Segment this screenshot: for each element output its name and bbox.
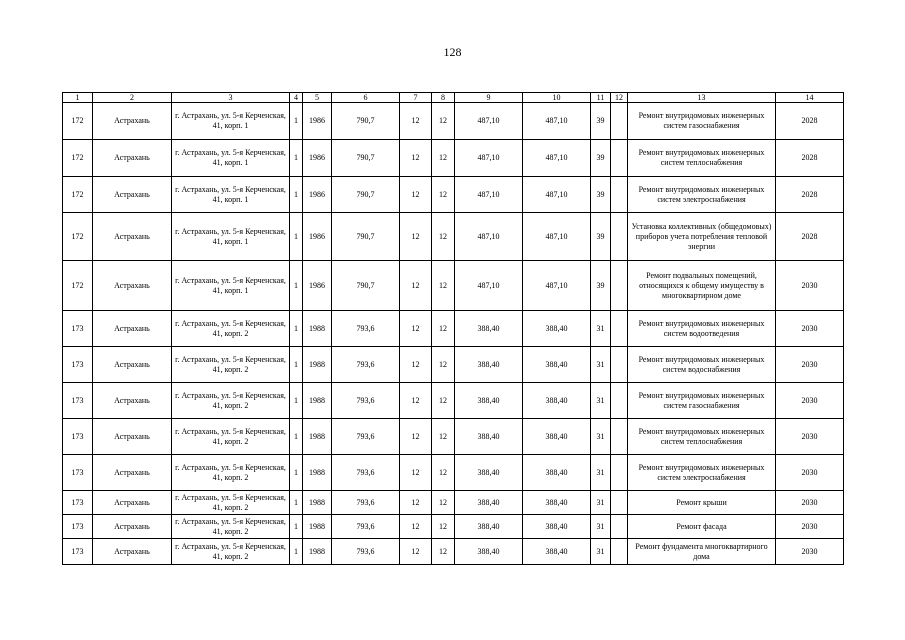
cell-cost-b: 388,40 bbox=[523, 419, 591, 455]
cell-floors-a: 12 bbox=[400, 419, 432, 455]
cell-area: 793,6 bbox=[332, 515, 400, 539]
cell-cost-b: 388,40 bbox=[523, 383, 591, 419]
cell-cost-a: 487,10 bbox=[455, 103, 523, 140]
cell-area: 793,6 bbox=[332, 455, 400, 491]
cell-address: г. Астрахань, ул. 5-я Керченская, 41, корп. 2 bbox=[172, 515, 290, 539]
cell-floors-b: 12 bbox=[432, 261, 455, 311]
cell-locality: Астрахань bbox=[93, 515, 172, 539]
column-header-11: 11 bbox=[591, 93, 611, 103]
cell-units: 31 bbox=[591, 491, 611, 515]
cell-address: г. Астрахань, ул. 5-я Керченская, 41, корп. 2 bbox=[172, 539, 290, 565]
cell-cost-b: 487,10 bbox=[523, 177, 591, 213]
cell-floors-a: 12 bbox=[400, 140, 432, 177]
column-header-13: 13 bbox=[628, 93, 776, 103]
cell-stage: 1 bbox=[290, 491, 303, 515]
cell-work-type: Ремонт подвальных помещений, относящихся к общему имуществу в многоквартирном доме bbox=[628, 261, 776, 311]
cell-floors-a: 12 bbox=[400, 539, 432, 565]
table-row bbox=[63, 419, 844, 455]
cell-locality: Астрахань bbox=[93, 177, 172, 213]
cell-plan-year: 2030 bbox=[776, 347, 844, 383]
cell-year: 1986 bbox=[303, 213, 332, 261]
cell-address: г. Астрахань, ул. 5-я Керченская, 41, корп. 2 bbox=[172, 347, 290, 383]
cell-col12 bbox=[611, 455, 628, 491]
cell-cost-b: 487,10 bbox=[523, 261, 591, 311]
cell-year: 1988 bbox=[303, 491, 332, 515]
cell-row-number: 173 bbox=[63, 383, 93, 419]
cell-cost-b: 388,40 bbox=[523, 347, 591, 383]
cell-plan-year: 2030 bbox=[776, 515, 844, 539]
cell-row-number: 172 bbox=[63, 177, 93, 213]
cell-cost-a: 388,40 bbox=[455, 455, 523, 491]
cell-floors-a: 12 bbox=[400, 177, 432, 213]
cell-cost-a: 487,10 bbox=[455, 140, 523, 177]
column-header-3: 3 bbox=[172, 93, 290, 103]
cell-units: 39 bbox=[591, 177, 611, 213]
cell-address: г. Астрахань, ул. 5-я Керченская, 41, корп. 1 bbox=[172, 140, 290, 177]
cell-locality: Астрахань bbox=[93, 419, 172, 455]
cell-plan-year: 2030 bbox=[776, 311, 844, 347]
cell-row-number: 173 bbox=[63, 455, 93, 491]
cell-units: 39 bbox=[591, 140, 611, 177]
cell-floors-b: 12 bbox=[432, 539, 455, 565]
cell-plan-year: 2030 bbox=[776, 539, 844, 565]
cell-col12 bbox=[611, 103, 628, 140]
cell-year: 1988 bbox=[303, 347, 332, 383]
cell-year: 1988 bbox=[303, 419, 332, 455]
cell-cost-b: 487,10 bbox=[523, 140, 591, 177]
cell-floors-a: 12 bbox=[400, 213, 432, 261]
cell-stage: 1 bbox=[290, 515, 303, 539]
cell-work-type: Ремонт внутридомовых инженерных систем газоснабжения bbox=[628, 103, 776, 140]
cell-floors-a: 12 bbox=[400, 347, 432, 383]
cell-col12 bbox=[611, 347, 628, 383]
cell-col12 bbox=[611, 213, 628, 261]
cell-stage: 1 bbox=[290, 383, 303, 419]
cell-year: 1986 bbox=[303, 177, 332, 213]
cell-stage: 1 bbox=[290, 419, 303, 455]
cell-area: 793,6 bbox=[332, 491, 400, 515]
cell-floors-b: 12 bbox=[432, 311, 455, 347]
cell-year: 1988 bbox=[303, 515, 332, 539]
cell-row-number: 173 bbox=[63, 419, 93, 455]
column-header-1: 1 bbox=[63, 93, 93, 103]
cell-cost-b: 388,40 bbox=[523, 539, 591, 565]
cell-work-type: Ремонт внутридомовых инженерных систем водоснабжения bbox=[628, 347, 776, 383]
cell-row-number: 172 bbox=[63, 140, 93, 177]
table-row bbox=[63, 311, 844, 347]
cell-row-number: 172 bbox=[63, 213, 93, 261]
page-number: 128 bbox=[443, 45, 462, 59]
cell-floors-b: 12 bbox=[432, 177, 455, 213]
cell-col12 bbox=[611, 491, 628, 515]
cell-plan-year: 2028 bbox=[776, 177, 844, 213]
cell-floors-b: 12 bbox=[432, 419, 455, 455]
cell-col12 bbox=[611, 140, 628, 177]
cell-work-type: Ремонт внутридомовых инженерных систем теплоснабжения bbox=[628, 140, 776, 177]
cell-cost-b: 388,40 bbox=[523, 311, 591, 347]
cell-row-number: 173 bbox=[63, 347, 93, 383]
cell-address: г. Астрахань, ул. 5-я Керченская, 41, корп. 2 bbox=[172, 311, 290, 347]
column-header-9: 9 bbox=[455, 93, 523, 103]
cell-locality: Астрахань bbox=[93, 347, 172, 383]
cell-plan-year: 2028 bbox=[776, 140, 844, 177]
column-header-7: 7 bbox=[400, 93, 432, 103]
cell-plan-year: 2028 bbox=[776, 103, 844, 140]
cell-floors-a: 12 bbox=[400, 455, 432, 491]
cell-cost-a: 388,40 bbox=[455, 347, 523, 383]
cell-stage: 1 bbox=[290, 539, 303, 565]
cell-locality: Астрахань bbox=[93, 383, 172, 419]
cell-cost-a: 388,40 bbox=[455, 515, 523, 539]
cell-units: 39 bbox=[591, 213, 611, 261]
cell-cost-a: 388,40 bbox=[455, 419, 523, 455]
cell-cost-b: 388,40 bbox=[523, 455, 591, 491]
column-header-5: 5 bbox=[303, 93, 332, 103]
cell-row-number: 172 bbox=[63, 103, 93, 140]
cell-floors-b: 12 bbox=[432, 347, 455, 383]
cell-plan-year: 2030 bbox=[776, 261, 844, 311]
cell-units: 39 bbox=[591, 103, 611, 140]
cell-cost-b: 388,40 bbox=[523, 491, 591, 515]
cell-col12 bbox=[611, 177, 628, 213]
cell-floors-b: 12 bbox=[432, 140, 455, 177]
cell-floors-a: 12 bbox=[400, 261, 432, 311]
cell-work-type: Ремонт внутридомовых инженерных систем теплоснабжения bbox=[628, 419, 776, 455]
column-header-8: 8 bbox=[432, 93, 455, 103]
cell-area: 790,7 bbox=[332, 177, 400, 213]
cell-cost-a: 487,10 bbox=[455, 261, 523, 311]
cell-floors-b: 12 bbox=[432, 515, 455, 539]
cell-work-type: Ремонт внутридомовых инженерных систем газоснабжения bbox=[628, 383, 776, 419]
cell-units: 31 bbox=[591, 311, 611, 347]
table-row bbox=[63, 515, 844, 539]
cell-locality: Астрахань bbox=[93, 491, 172, 515]
cell-plan-year: 2028 bbox=[776, 213, 844, 261]
cell-area: 790,7 bbox=[332, 103, 400, 140]
table-row bbox=[63, 140, 844, 177]
cell-row-number: 173 bbox=[63, 491, 93, 515]
cell-row-number: 173 bbox=[63, 539, 93, 565]
cell-area: 790,7 bbox=[332, 261, 400, 311]
table-row bbox=[63, 539, 844, 565]
table-row bbox=[63, 491, 844, 515]
cell-floors-b: 12 bbox=[432, 103, 455, 140]
cell-floors-a: 12 bbox=[400, 515, 432, 539]
column-header-2: 2 bbox=[93, 93, 172, 103]
cell-year: 1986 bbox=[303, 261, 332, 311]
cell-work-type: Установка коллективных (общедомовых) приборов учета потребления тепловой энергии bbox=[628, 213, 776, 261]
cell-address: г. Астрахань, ул. 5-я Керченская, 41, корп. 1 bbox=[172, 213, 290, 261]
cell-area: 793,6 bbox=[332, 311, 400, 347]
cell-address: г. Астрахань, ул. 5-я Керченская, 41, корп. 2 bbox=[172, 491, 290, 515]
cell-plan-year: 2030 bbox=[776, 455, 844, 491]
cell-locality: Астрахань bbox=[93, 455, 172, 491]
table-row bbox=[63, 347, 844, 383]
cell-stage: 1 bbox=[290, 347, 303, 383]
cell-units: 31 bbox=[591, 347, 611, 383]
cell-locality: Астрахань bbox=[93, 311, 172, 347]
registry-table bbox=[62, 92, 844, 565]
cell-area: 793,6 bbox=[332, 347, 400, 383]
cell-cost-a: 388,40 bbox=[455, 311, 523, 347]
cell-units: 31 bbox=[591, 455, 611, 491]
cell-stage: 1 bbox=[290, 103, 303, 140]
cell-cost-b: 487,10 bbox=[523, 103, 591, 140]
cell-year: 1988 bbox=[303, 539, 332, 565]
cell-locality: Астрахань bbox=[93, 539, 172, 565]
cell-row-number: 173 bbox=[63, 515, 93, 539]
cell-floors-a: 12 bbox=[400, 103, 432, 140]
cell-year: 1986 bbox=[303, 140, 332, 177]
cell-area: 793,6 bbox=[332, 539, 400, 565]
cell-col12 bbox=[611, 515, 628, 539]
cell-stage: 1 bbox=[290, 455, 303, 491]
cell-address: г. Астрахань, ул. 5-я Керченская, 41, корп. 1 bbox=[172, 177, 290, 213]
table-body bbox=[63, 103, 844, 565]
cell-stage: 1 bbox=[290, 177, 303, 213]
cell-col12 bbox=[611, 311, 628, 347]
cell-cost-a: 487,10 bbox=[455, 213, 523, 261]
cell-cost-a: 388,40 bbox=[455, 539, 523, 565]
cell-area: 790,7 bbox=[332, 140, 400, 177]
cell-col12 bbox=[611, 539, 628, 565]
cell-year: 1988 bbox=[303, 383, 332, 419]
column-header-10: 10 bbox=[523, 93, 591, 103]
cell-floors-b: 12 bbox=[432, 455, 455, 491]
cell-col12 bbox=[611, 261, 628, 311]
column-header-14: 14 bbox=[776, 93, 844, 103]
cell-address: г. Астрахань, ул. 5-я Керченская, 41, корп. 2 bbox=[172, 455, 290, 491]
cell-locality: Астрахань bbox=[93, 261, 172, 311]
cell-col12 bbox=[611, 383, 628, 419]
cell-year: 1986 bbox=[303, 103, 332, 140]
column-header-4: 4 bbox=[290, 93, 303, 103]
cell-area: 793,6 bbox=[332, 419, 400, 455]
cell-work-type: Ремонт внутридомовых инженерных систем электроснабжения bbox=[628, 455, 776, 491]
table-row bbox=[63, 177, 844, 213]
cell-area: 793,6 bbox=[332, 383, 400, 419]
cell-row-number: 172 bbox=[63, 261, 93, 311]
cell-floors-b: 12 bbox=[432, 383, 455, 419]
cell-stage: 1 bbox=[290, 311, 303, 347]
cell-area: 790,7 bbox=[332, 213, 400, 261]
table-row bbox=[63, 455, 844, 491]
cell-year: 1988 bbox=[303, 311, 332, 347]
table-row bbox=[63, 103, 844, 140]
cell-work-type: Ремонт внутридомовых инженерных систем электроснабжения bbox=[628, 177, 776, 213]
cell-locality: Астрахань bbox=[93, 213, 172, 261]
cell-address: г. Астрахань, ул. 5-я Керченская, 41, корп. 1 bbox=[172, 103, 290, 140]
cell-floors-a: 12 bbox=[400, 491, 432, 515]
cell-floors-a: 12 bbox=[400, 383, 432, 419]
table-row bbox=[63, 383, 844, 419]
cell-locality: Астрахань bbox=[93, 140, 172, 177]
cell-work-type: Ремонт фундамента многоквартирного дома bbox=[628, 539, 776, 565]
cell-col12 bbox=[611, 419, 628, 455]
cell-floors-b: 12 bbox=[432, 213, 455, 261]
cell-work-type: Ремонт внутридомовых инженерных систем водоотведения bbox=[628, 311, 776, 347]
cell-floors-b: 12 bbox=[432, 491, 455, 515]
cell-units: 31 bbox=[591, 419, 611, 455]
cell-plan-year: 2030 bbox=[776, 383, 844, 419]
cell-cost-a: 388,40 bbox=[455, 491, 523, 515]
cell-units: 31 bbox=[591, 383, 611, 419]
cell-address: г. Астрахань, ул. 5-я Керченская, 41, корп. 2 bbox=[172, 383, 290, 419]
cell-locality: Астрахань bbox=[93, 103, 172, 140]
table-row bbox=[63, 261, 844, 311]
table-row bbox=[63, 213, 844, 261]
cell-units: 31 bbox=[591, 515, 611, 539]
cell-address: г. Астрахань, ул. 5-я Керченская, 41, корп. 1 bbox=[172, 261, 290, 311]
cell-address: г. Астрахань, ул. 5-я Керченская, 41, корп. 2 bbox=[172, 419, 290, 455]
cell-row-number: 173 bbox=[63, 311, 93, 347]
cell-stage: 1 bbox=[290, 213, 303, 261]
cell-cost-a: 487,10 bbox=[455, 177, 523, 213]
cell-stage: 1 bbox=[290, 261, 303, 311]
cell-cost-b: 388,40 bbox=[523, 515, 591, 539]
cell-cost-a: 388,40 bbox=[455, 383, 523, 419]
cell-work-type: Ремонт крыши bbox=[628, 491, 776, 515]
cell-plan-year: 2030 bbox=[776, 419, 844, 455]
cell-year: 1988 bbox=[303, 455, 332, 491]
column-header-12: 12 bbox=[611, 93, 628, 103]
cell-plan-year: 2030 bbox=[776, 491, 844, 515]
cell-units: 31 bbox=[591, 539, 611, 565]
column-header-6: 6 bbox=[332, 93, 400, 103]
table-header-row bbox=[63, 93, 844, 103]
cell-units: 39 bbox=[591, 261, 611, 311]
cell-work-type: Ремонт фасада bbox=[628, 515, 776, 539]
cell-floors-a: 12 bbox=[400, 311, 432, 347]
cell-cost-b: 487,10 bbox=[523, 213, 591, 261]
cell-stage: 1 bbox=[290, 140, 303, 177]
